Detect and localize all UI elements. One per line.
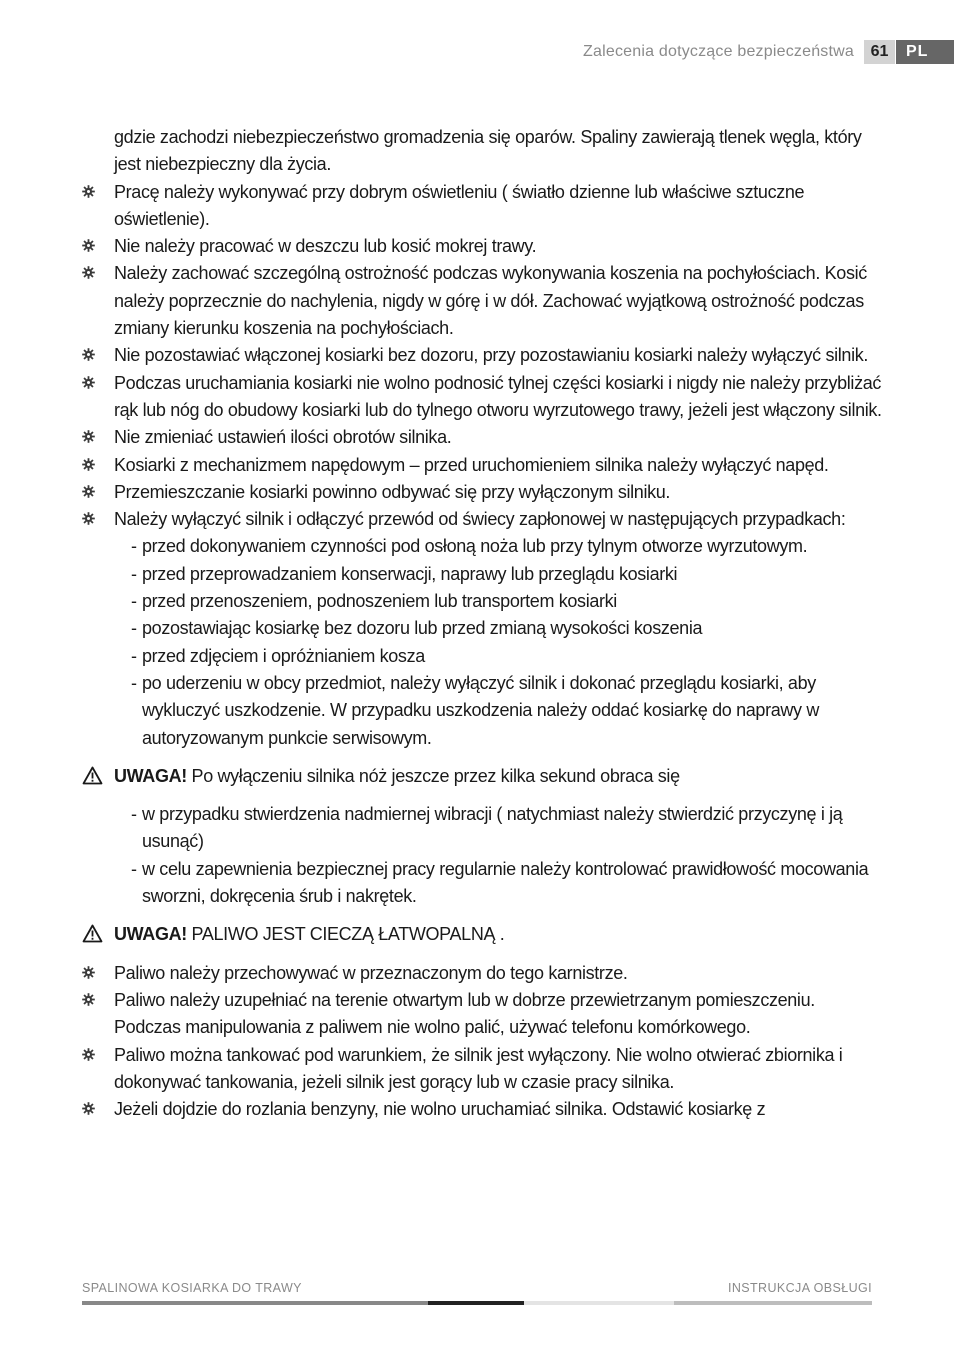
- dash-item: [82, 615, 882, 642]
- dash-marker: -: [131, 645, 137, 666]
- dash-item-text: w celu zapewnienia bezpiecznej pracy regularnie należy kontrolować prawidłowość mocowania sworzni, dokręcenia śrub i nakrętek.: [142, 858, 869, 907]
- gear-bullet-icon: [82, 458, 95, 471]
- page-number: 61: [864, 40, 895, 64]
- list-item: [82, 370, 882, 425]
- footer-bar-segment: [428, 1301, 524, 1305]
- list-item: [82, 1096, 882, 1123]
- dash-marker: -: [131, 858, 137, 879]
- dash-marker: -: [131, 536, 137, 557]
- dash-marker: -: [131, 591, 137, 612]
- list-item-text: Należy zachować szczególną ostrożność podczas wykonywania koszenia na pochyłościach. Kosić należy poprzecznie do nachylenia, nigdy w górę i w dół. Zachować wyjątkową ostrożność podczas zmiany kierunku koszenia na pochyłościach.: [114, 263, 867, 339]
- list-item-text: Nie zmieniać ustawień ilości obrotów silnika.: [114, 427, 452, 448]
- dash-marker: -: [131, 672, 137, 693]
- list-item-text: Przemieszczanie kosiarki powinno odbywać się przy wyłączonym silniku.: [114, 481, 671, 502]
- dash-item-text: przed zdjęciem i opróżnianiem kosza: [142, 645, 425, 666]
- section-title: Zalecenia dotyczące bezpieczeństwa: [583, 43, 854, 60]
- dash-item-text: pozostawiając kosiarkę bez dozoru lub przed zmianą wysokości koszenia: [142, 618, 703, 639]
- gear-bullet-icon: [82, 485, 95, 498]
- warning-triangle-icon: [82, 924, 103, 943]
- dash-item: [82, 533, 882, 560]
- list-item-text: Nie pozostawiać włączonej kosiarki bez dozoru, przy pozostawianiu kosiarki należy wyłączyć silnik.: [114, 345, 869, 366]
- dash-item-text: przed dokonywaniem czynności pod osłoną noża lub przy tylnym otworze wyrzutowym.: [142, 536, 808, 557]
- list-item-text: Nie należy pracować w deszczu lub kosić mokrej trawy.: [114, 236, 537, 257]
- warning-blade: [82, 763, 882, 790]
- warning-fuel: [82, 921, 882, 948]
- footer-bar-segment: [82, 1301, 428, 1305]
- page-header: [0, 40, 954, 65]
- gear-bullet-icon: [82, 185, 95, 198]
- list-item: [82, 233, 882, 260]
- list-item: [82, 1042, 882, 1097]
- dash-marker: -: [131, 563, 137, 584]
- footer-product: SPALINOWA KOSIARKA DO TRAWY: [82, 1281, 302, 1295]
- list-item: [82, 179, 882, 234]
- list-item-text: Paliwo można tankować pod warunkiem, że silnik jest wyłączony. Nie wolno otwierać zbiornika i dokonywać tankowania, jeżeli silnik jest gorący lub w czasie pracy silnika.: [114, 1044, 843, 1092]
- warning-text: Po wyłączeniu silnika nóż jeszcze przez kilka sekund obraca się: [186, 765, 680, 786]
- bullet-list-1: [82, 179, 882, 534]
- gear-bullet-icon: [82, 993, 95, 1006]
- warning-label: UWAGA!: [114, 924, 187, 945]
- list-item: [82, 424, 882, 451]
- language-badge: PL: [896, 40, 954, 64]
- list-item: [82, 506, 882, 533]
- gear-bullet-icon: [82, 1102, 95, 1115]
- dash-item: [82, 856, 882, 911]
- list-item: [82, 987, 882, 1042]
- warning-triangle-icon: [82, 766, 103, 785]
- dash-item: [82, 561, 882, 588]
- list-item-text: Kosiarki z mechanizmem napędowym – przed uruchomieniem silnika należy wyłączyć napęd.: [114, 454, 829, 475]
- gear-bullet-icon: [82, 966, 95, 979]
- dash-item: [82, 670, 882, 752]
- dash-item: [82, 643, 882, 670]
- bullet-list-2: [82, 960, 882, 1124]
- dash-item: [82, 801, 882, 856]
- dash-item: [82, 588, 882, 615]
- dash-item-text: w przypadku stwierdzenia nadmiernej wibracji ( natychmiast należy stwierdzić przyczynę i ją usunąć): [142, 804, 843, 852]
- gear-bullet-icon: [82, 239, 95, 252]
- list-item-text: Paliwo należy uzupełniać na terenie otwartym lub w dobrze przewietrzanym pomieszczeniu. Podczas manipulowania z paliwem nie wolno palić, używać telefonu komórkowego.: [114, 989, 815, 1038]
- dash-marker: -: [131, 804, 137, 825]
- list-item-text: Należy wyłączyć silnik i odłączyć przewód od świecy zapłonowej w następujących przypadkach:: [114, 509, 846, 530]
- intro-paragraph: gdzie zachodzi niebezpieczeństwo gromadzenia się oparów. Spaliny zawierają tlenek węgla, który jest niebezpieczny dla życia.: [114, 127, 862, 175]
- dash-item-text: przed przenoszeniem, podnoszeniem lub transportem kosiarki: [142, 591, 617, 612]
- footer-doc-type: INSTRUKCJA OBSŁUGI: [727, 1281, 872, 1295]
- footer-bar-segment: [524, 1301, 674, 1305]
- footer-bar-segment: [674, 1301, 872, 1305]
- gear-bullet-icon: [82, 512, 95, 525]
- list-item: [82, 452, 882, 479]
- gear-bullet-icon: [82, 266, 95, 279]
- warning-text: PALIWO JEST CIECZĄ ŁATWOPALNĄ .: [186, 924, 505, 945]
- list-item-text: Jeżeli dojdzie do rozlania benzyny, nie wolno uruchamiać silnika. Odstawić kosiarkę z: [114, 1099, 766, 1120]
- list-item-text: Pracę należy wykonywać przy dobrym oświetleniu ( światło dzienne lub właściwe sztuczne oświetlenie).: [114, 181, 805, 229]
- dash-list-2: [82, 801, 882, 910]
- gear-bullet-icon: [82, 1048, 95, 1061]
- list-item: [82, 479, 882, 506]
- dash-marker: -: [131, 618, 137, 639]
- warning-label: UWAGA!: [114, 765, 187, 786]
- gear-bullet-icon: [82, 348, 95, 361]
- safety-content: [82, 124, 882, 1123]
- dash-item-text: po uderzeniu w obcy przedmiot, należy wyłączyć silnik i dokonać przeglądu kosiarki, aby wykluczyć uszkodzenie. W przypadku uszkodzenia należy oddać kosiarkę do naprawy w autoryzowanym punkcie serwisowym.: [142, 672, 819, 748]
- list-item: [82, 342, 882, 369]
- list-item-text: Podczas uruchamiania kosiarki nie wolno podnosić tylnej części kosiarki i nigdy nie należy przybliżać rąk lub nóg do obudowy kosiarki lub do tylnego otworu wyrzutowego trawy, jeżeli jest włączony silnik.: [114, 372, 882, 420]
- dash-list-1: [82, 533, 882, 751]
- dash-item-text: przed przeprowadzaniem konserwacji, naprawy lub przeglądu kosiarki: [142, 563, 678, 584]
- list-item-text: Paliwo należy przechowywać w przeznaczonym do tego karnistrze.: [114, 962, 628, 983]
- list-item: [82, 960, 882, 987]
- list-item: [82, 260, 882, 342]
- gear-bullet-icon: [82, 430, 95, 443]
- gear-bullet-icon: [82, 376, 95, 389]
